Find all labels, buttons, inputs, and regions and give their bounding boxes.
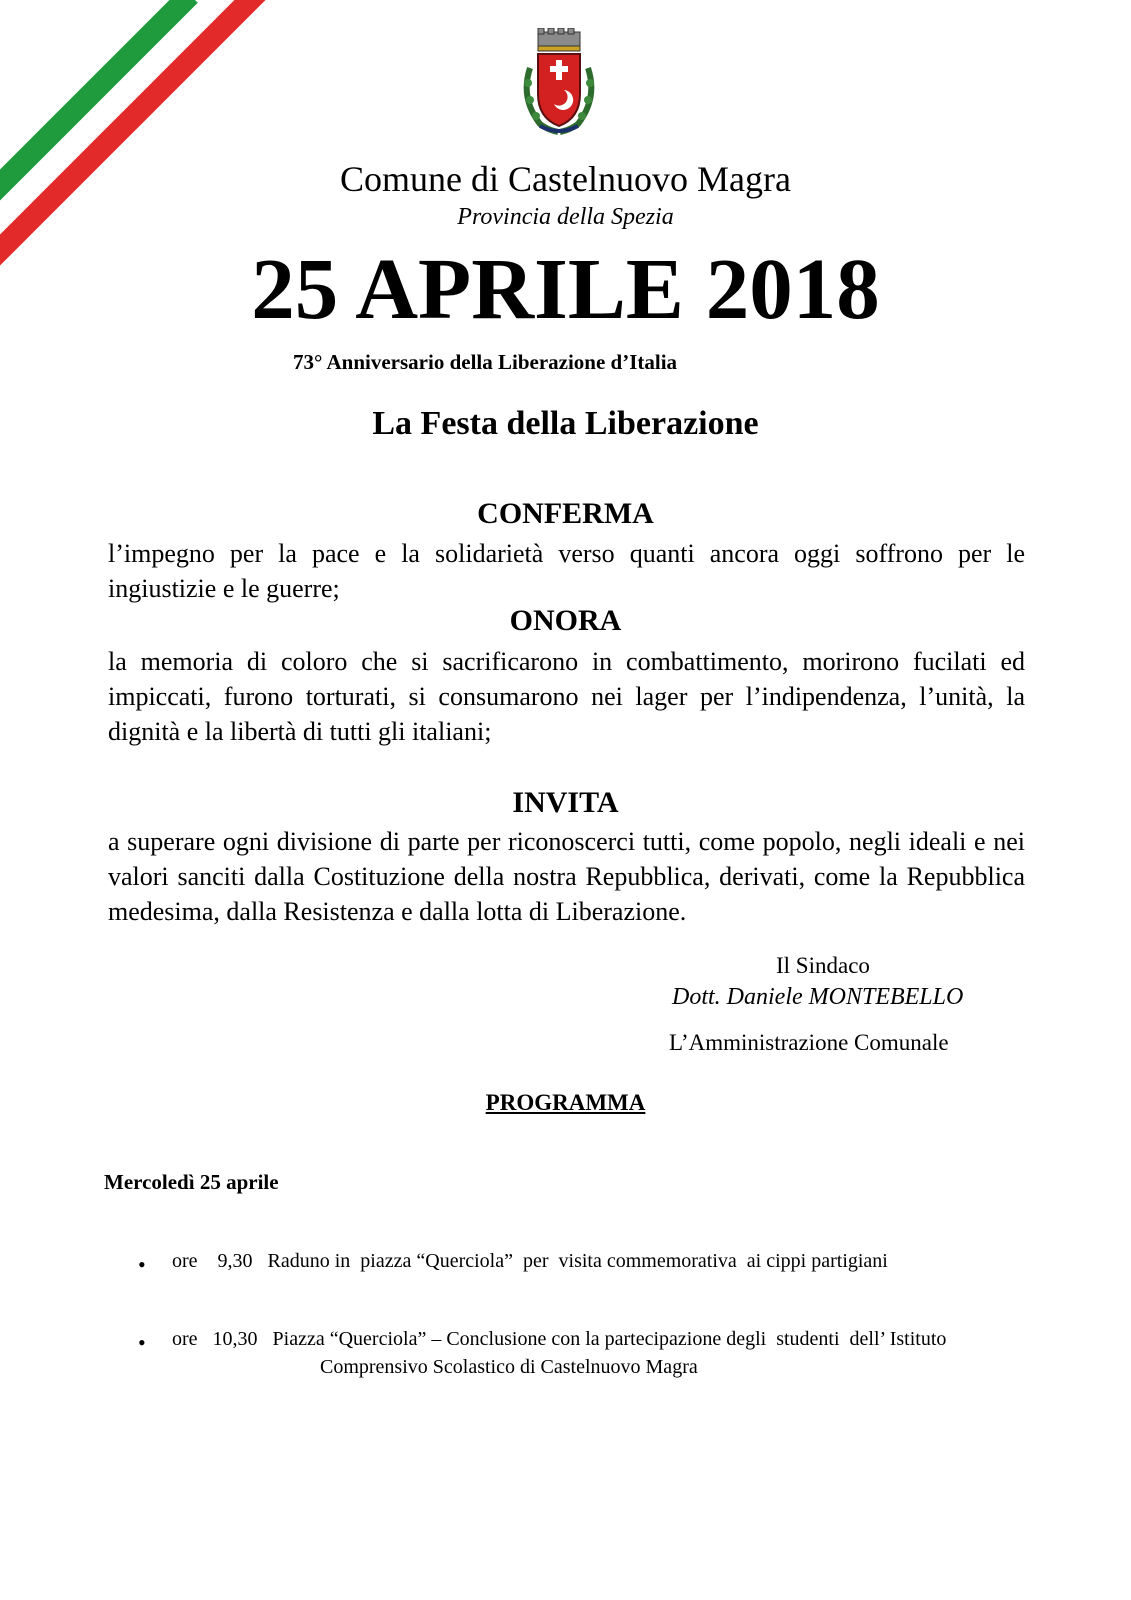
programma-heading: PROGRAMMA <box>485 1090 646 1115</box>
signature-administration: L’Amministrazione Comunale <box>669 1030 949 1055</box>
bullet-icon: • <box>138 1252 146 1277</box>
signature-name: Dott. Daniele MONTEBELLO <box>672 984 964 1010</box>
program-day: Mercoledì 25 aprile <box>104 1170 279 1194</box>
event-date-title: 25 APRILE 2018 <box>251 240 880 337</box>
signature-title: Il Sindaco <box>776 953 870 978</box>
program-item: ore 9,30 Raduno in piazza “Querciola” per visita commemorativa ai cippi partigiani <box>172 1250 888 1272</box>
conferma-heading: CONFERMA <box>477 497 654 530</box>
provincia-name: Provincia della Spezia <box>457 204 674 230</box>
program-item: ore 10,30 Piazza “Querciola” – Conclusione con la partecipazione degli studenti dell’ Istituto <box>172 1328 947 1350</box>
invita-heading: INVITA <box>512 786 619 819</box>
festa-heading: La Festa della Liberazione <box>372 405 759 442</box>
invita-paragraph: a superare ogni divisione di parte per riconoscerci tutti, come popolo, negli ideali e nei valori sanciti dalla Costituzione della nostra Repubblica, derivati, come la Repubblica medesima, dalla Resistenza e dalla lotta di Liberazione. <box>108 827 1025 926</box>
municipal-crest-icon <box>518 28 600 136</box>
bullet-icon: • <box>138 1330 146 1355</box>
anniversary-subtitle: 73° Anniversario della Liberazione d’Italia <box>293 350 678 374</box>
program-item-continuation: Comprensivo Scolastico di Castelnuovo Magra <box>320 1356 698 1378</box>
conferma-paragraph: l’impegno per la pace e la solidarietà verso quanti ancora oggi soffrono per le ingiustizie e le guerre; <box>108 539 1025 603</box>
comune-name: Comune di Castelnuovo Magra <box>340 159 791 199</box>
onora-paragraph: la memoria di coloro che si sacrificarono in combattimento, morirono fucilati ed impiccati, furono torturati, si consumarono nei lager per l’indipendenza, l’unità, la dignità e la libertà di tutti gli italiani; <box>108 647 1025 746</box>
onora-heading: ONORA <box>509 604 622 637</box>
